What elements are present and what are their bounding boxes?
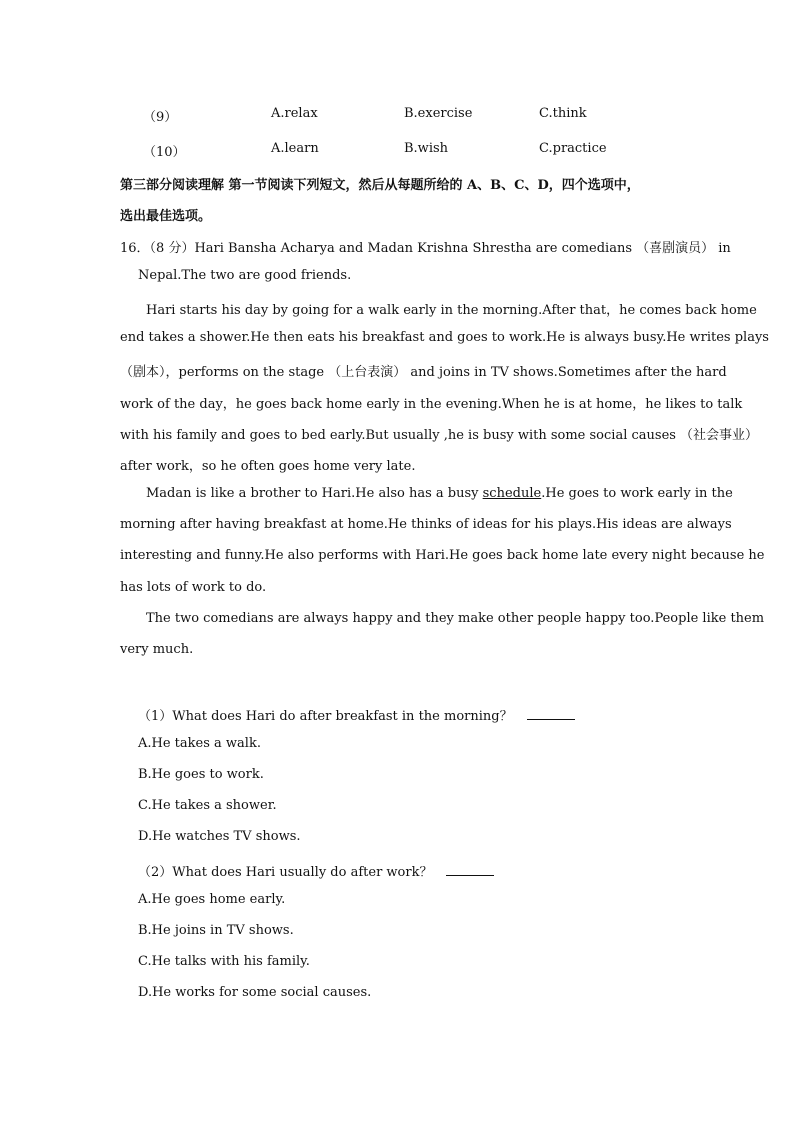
option-row-9 (0, 106, 794, 126)
option-c: C.think (539, 106, 587, 121)
stem-text: （2）What does Hari usually do after work？ (138, 865, 433, 880)
passage-text: Madan is like a brother to Hari.He also has a busy (146, 486, 483, 501)
sub-question-stem (138, 705, 575, 724)
passage-line: with his family and goes to bed early.But usually ,he is busy with some social causes （社会事业） (120, 428, 759, 443)
choice-a: A.He takes a walk. (138, 736, 261, 751)
choice-c: C.He takes a shower. (138, 798, 277, 813)
answer-blank[interactable] (446, 865, 494, 876)
question-number: （9） (143, 110, 178, 125)
option-a: A.learn (271, 141, 319, 156)
passage-text: .He goes to work early in the (541, 486, 733, 501)
stem-text: （1）What does Hari do after breakfast in the morning？ (138, 709, 513, 724)
option-a: A.relax (271, 106, 318, 121)
option-c: C.practice (539, 141, 607, 156)
choice-b: B.He goes to work. (138, 767, 264, 782)
answer-blank[interactable] (527, 709, 575, 720)
choice-c: C.He talks with his family. (138, 954, 310, 969)
choice-d: D.He works for some social causes. (138, 985, 372, 1000)
section-heading-line1: 第三部分阅读理解 第一节阅读下列短文，然后从每题所给的 A、B、C、D，四个选项中， (120, 178, 640, 193)
question-number: （10） (143, 145, 186, 160)
passage-line: end takes a shower.He then eats his breakfast and goes to work.He is always busy.He writes plays (120, 330, 769, 345)
question-header-cont: Nepal.The two are good friends. (138, 268, 352, 283)
section-heading-line2: 选出最佳选项。 (120, 209, 212, 224)
underlined-word: schedule (482, 486, 542, 501)
sub-question-stem (138, 861, 494, 880)
passage-line: morning after having breakfast at home.He thinks of ideas for his plays.His ideas are always (120, 517, 732, 532)
passage-line: very much. (120, 642, 194, 657)
question-header: 16．（8 分）Hari Bansha Acharya and Madan Krishna Shrestha are comedians （喜剧演员） in (120, 241, 731, 256)
option-row-10 (0, 141, 794, 161)
option-b: B.wish (404, 141, 449, 156)
passage-line: （剧本），performs on the stage （上台表演） and joins in TV shows.Sometimes after the hard (120, 365, 727, 380)
choice-a: A.He goes home early. (138, 892, 286, 907)
choice-d: D.He watches TV shows. (138, 829, 301, 844)
passage-line: has lots of work to do. (120, 580, 267, 595)
choice-b: B.He joins in TV shows. (138, 923, 294, 938)
passage-line: interesting and funny.He also performs with Hari.He goes back home late every night because he (120, 548, 765, 563)
passage-line: Hari starts his day by going for a walk early in the morning.After that，he comes back home (146, 303, 757, 318)
option-b: B.exercise (404, 106, 473, 121)
passage-line: after work，so he often goes home very late. (120, 459, 416, 474)
passage-line (146, 486, 733, 501)
passage-line: work of the day，he goes back home early in the evening.When he is at home，he likes to talk (120, 397, 743, 412)
passage-line: The two comedians are always happy and they make other people happy too.People like them (146, 611, 765, 626)
